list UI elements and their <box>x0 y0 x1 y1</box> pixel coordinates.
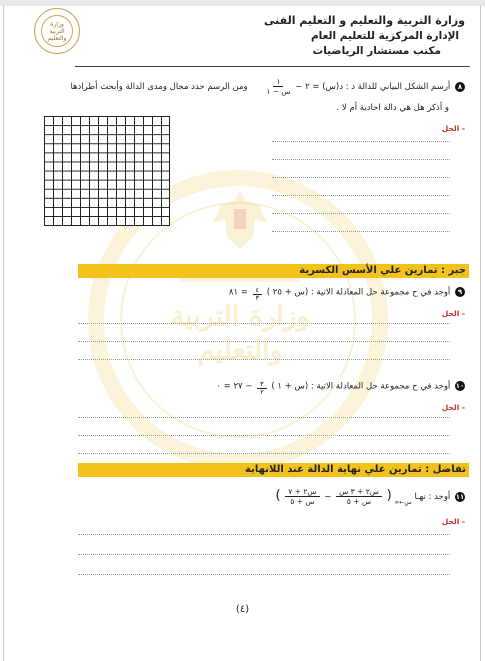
question-8-line2: و أذكر هل هي دالة احادية أم لا . <box>336 103 449 113</box>
question-8 <box>70 77 465 96</box>
solution-label: - الحل <box>441 517 465 526</box>
fraction-1-denominator: س + ٥ <box>346 497 372 506</box>
header-office: مكتب مستشار الرياضيات <box>312 45 441 57</box>
solution-label: - الحل <box>441 124 465 133</box>
open-paren: ( <box>386 488 392 503</box>
answer-line <box>78 341 450 342</box>
question-text: أوجد في ح مجموعة حل المعادلة الاتية : (س + ١ ) <box>271 381 451 392</box>
minus-sign: − <box>324 492 332 502</box>
answer-line <box>272 231 450 232</box>
question-number: ١١ <box>455 492 465 501</box>
fraction-2-numerator: س٢ + ٧ <box>285 487 319 497</box>
answer-line <box>272 213 450 214</box>
section-banner-algebra: جبر : تمارين علي الأسس الكسرية <box>78 264 469 278</box>
fraction-numerator: ١ <box>273 77 283 87</box>
graph-grid <box>44 116 170 226</box>
answer-line <box>78 417 450 418</box>
solution-label: - الحل <box>441 403 465 412</box>
close-paren: ) <box>275 488 281 503</box>
fraction-1 <box>336 487 382 506</box>
equation-rhs: = ٨١ <box>228 287 248 298</box>
watermark-title: وزارة التربية والتعليم <box>170 301 310 366</box>
question-number: ٩ <box>455 287 465 297</box>
equation-rhs: − ٢٧ = ٠ <box>216 381 253 392</box>
fraction-denominator: س − ١ <box>266 87 291 96</box>
answer-line <box>78 574 450 575</box>
question-9 <box>229 287 465 302</box>
question-text-tail: ومن الرسم حدد مجال ومدى الدالة وأبحث أطرادها <box>70 82 248 92</box>
answer-line <box>272 195 450 196</box>
answer-line <box>272 159 450 160</box>
fraction-2 <box>285 487 319 506</box>
answer-line <box>78 453 450 454</box>
question-text: أوجد في ح مجموعة حل المعادلة الاتية : (س + ٢٥ ) <box>266 287 451 298</box>
answer-line <box>78 323 450 324</box>
exponent-denominator: ٢ <box>260 388 264 396</box>
exponent <box>257 381 267 396</box>
fraction-1-numerator: س٢ + ٣ س <box>336 487 382 497</box>
answer-line <box>78 534 450 535</box>
question-10 <box>216 381 465 396</box>
header-ministry: وزارة التربية والتعليم و التعليم الفنى <box>264 14 465 27</box>
answer-line <box>272 177 450 178</box>
question-number: ٨ <box>455 82 465 92</box>
limit-subscript: س←∞ <box>394 499 412 506</box>
exponent-numerator: ٤ <box>253 287 263 295</box>
exponent-numerator: ٣ <box>257 381 267 389</box>
fraction <box>266 77 290 96</box>
exponent-denominator: ٣ <box>255 294 260 302</box>
page-number: (٤) <box>235 604 250 615</box>
ministry-seal-icon <box>34 8 80 54</box>
exponent <box>253 287 263 302</box>
question-text: أوجد : نهـا <box>414 492 451 502</box>
question-number: ١٠ <box>455 382 465 390</box>
header-department: الإدارة المركزية للتعليم العام <box>310 30 459 42</box>
logo-text: وزارة التربية والتعليم <box>41 15 73 47</box>
solution-label: - الحل <box>441 309 465 318</box>
answer-line <box>78 359 450 360</box>
section-banner-calculus: تفاضل : تمارين علي نهاية الدالة عند اللانهاية <box>78 463 469 477</box>
answer-line <box>272 141 450 142</box>
question-11 <box>276 487 466 506</box>
fraction-2-denominator: س + ٥ <box>290 497 315 506</box>
answer-line <box>78 435 450 436</box>
eagle-icon <box>205 185 275 255</box>
header-divider <box>75 66 470 67</box>
question-text: أرسم الشكل البياني للدالة د : د(س) = ٢ − <box>295 82 451 92</box>
answer-line <box>78 554 450 555</box>
